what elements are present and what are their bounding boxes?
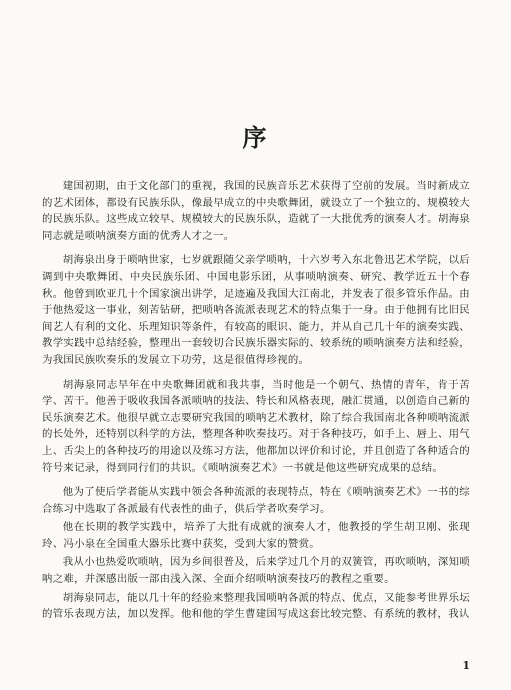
paragraph-1: 建国初期，由于文化部门的重视，我国的民族音乐艺术获得了空前的发展。当时新成立的艺术团体，都设有民族乐队，像最早成立的中央歌舞团，就设立了一个独立的、规模较大的民族乐队。这些成立较早、规模较大的民族乐队，造就了一大批优秀的演奏人才。胡海泉同志就是唢呐演奏方面的优秀人才之一。 xyxy=(42,180,470,242)
paragraph-3: 胡海泉同志早年在中央歌舞团就和我共事，当时他是一个朝气、热情的青年，肯于苦学、苦干。他善于吸收我国各派唢呐的技法、特长和风格表现，融汇贯通，以创造自己新的民乐演奏艺术。他很早就立志要研究我国的唢呐艺术教材，除了综合我国南北各种唢呐流派的长处外，还特别以科学的方法，整理各种吹奏技巧。对于各种技巧，如手上、唇上、用气上、舌尖上的各种技巧的用途以及练习方法，他都加以评价和讨论，并且创造了各种适合的符号来记录，得到同行们的共识。《唢呐演奏艺术》一书就是他这些研究成果的总结。 xyxy=(42,378,470,474)
paragraph-7: 胡海泉同志，能以几十年的经验来整理我国唢呐各派的特点、优点，又能参考世界乐坛的管乐表现方法，加以发挥。他和他的学生曹建国写成这套比较完整、有系统的教材，我认 xyxy=(42,591,470,621)
paragraph-5: 他在长期的教学实践中，培养了大批有成就的演奏人才，他教授的学生胡卫刚、张现玲、冯小泉在全国重大器乐比赛中获奖，受到大家的赞赏。 xyxy=(42,521,470,550)
paragraph-2: 胡海泉出身于唢呐世家，七岁就跟随父亲学唢呐，十六岁考入东北鲁迅艺术学院，以后调到中央歌舞团、中央民族乐团、中国电影乐团，从事唢呐演奏、研究、教学近五十个春秋。他曾到欧亚几十个国家演出讲学，足迹遍及我国大江南北，并发表了很多管乐作品。由于他热爱这一事业，刻苦钻研，把唢呐各流派表现艺术的特点集于一身。由于他拥有比旧民间艺人有利的文化、乐理知识等条件，有较高的眼识、能力，并从自己几十年的演奏实践、教学实践中总结经验，整理出一套较切合民族乐器实际的、较系统的唢呐演奏方法和经验，为我国民族吹奏乐的发展立下功劳，这是很值得珍视的。 xyxy=(42,254,470,366)
page-title: 序 xyxy=(242,123,269,152)
paragraph-6: 我从小也热爱吹唢呐，因为乡间很普及，后来学过几个月的双簧管，再吹唢呐，深知唢呐之难，并深感出版一部由浅入深、全面介绍唢呐演奏技巧的教程之重要。 xyxy=(42,556,470,586)
page-number: 1 xyxy=(462,659,470,672)
paragraph-4: 他为了使后学者能从实践中领会各种流派的表现特点，特在《唢呐演奏艺术》一书的综合练习中选取了各派最有代表性的曲子，供后学者吹奏学习。 xyxy=(42,486,470,515)
preface-body xyxy=(42,178,470,625)
